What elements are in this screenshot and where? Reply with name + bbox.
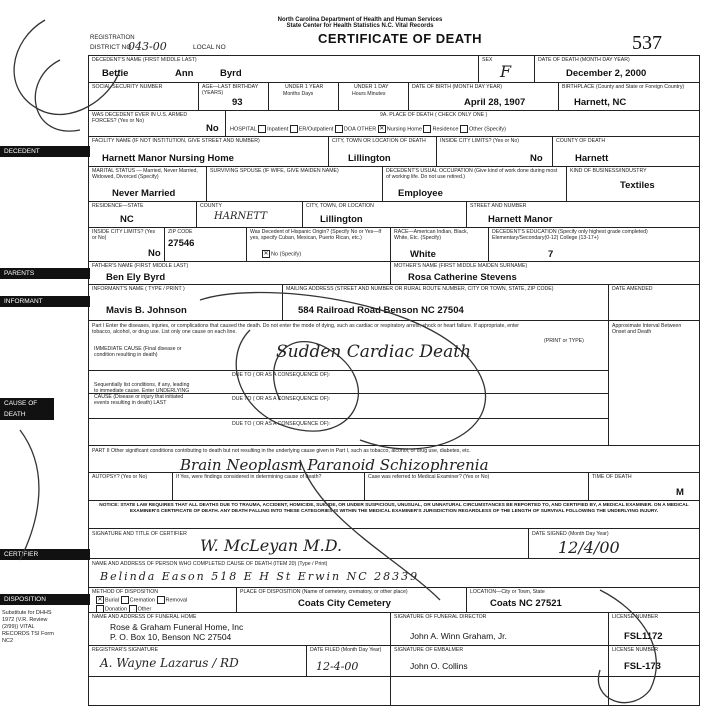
method-options-2 (96, 605, 151, 613)
city-label: CITY, TOWN OR LOCATION OF DEATH (332, 138, 426, 144)
facility-value: Harnett Manor Nursing Home (102, 153, 234, 164)
inpatient-checkbox[interactable] (258, 125, 266, 133)
inpatient-label: Inpatient (267, 126, 289, 133)
home-name: Rose & Graham Funeral Home, Inc (110, 622, 244, 632)
mailing-label: MAILING ADDRESS (STREET AND NUMBER OR RURAL ROUTE NUMBER, CITY OR TOWN, STATE, ZIP CODE) (286, 286, 554, 292)
hispanic-no-checkbox[interactable]: ✕ (263, 251, 269, 257)
tod-m: M (676, 487, 684, 498)
inside-label: INSIDE CITY LIMITS? (Yes or No) (440, 138, 519, 144)
res-city-value: Lillington (320, 214, 363, 225)
certificate-number: 537 (632, 32, 662, 54)
sequential-label: Sequentially list conditions, if any, leading to immediate cause. Enter UNDERLYING CAUSE (Disease or injury that initiated events resulting in death) LAST (94, 382, 190, 406)
inside-value: No (530, 153, 543, 164)
doa-label: DOA (343, 126, 356, 133)
cremation-checkbox[interactable] (121, 596, 129, 604)
part2-label: PART II Other significant conditions contributing to death but not resulting in the underlying cause given in Part I, such as tobacco, alcohol, or drug use, diabetes, etc. (92, 448, 471, 454)
residence-label: Residence (432, 126, 459, 133)
spouse-label: SURVIVING SPOUSE (IF WIFE, GIVE MAIDEN NAME) (210, 168, 339, 174)
sex-value: F (500, 62, 512, 81)
age-label: AGE—LAST BIRTHDAY (YEARS) (202, 84, 259, 96)
res-inside-value: No (148, 248, 161, 259)
immediate-label: IMMEDIATE CAUSE (Final disease or condition resulting in death) (94, 346, 182, 358)
filed-value: 12-4-00 (316, 660, 359, 673)
date-signed-label: DATE SIGNED (Month Day Year) (532, 531, 609, 537)
cert-signature: W. McLeyan M.D. (200, 536, 343, 555)
autopsy-label: AUTOPSY? (Yes or No) (92, 474, 148, 480)
registrar-signature: A. Wayne Lazarus / RD (100, 656, 239, 670)
director-label: SIGNATURE OF FUNERAL DIRECTOR (394, 614, 487, 620)
doa-checkbox[interactable] (335, 125, 343, 133)
filed-label: DATE FILED (Month Day Year) (310, 647, 382, 653)
hispanic-label: Was Decedent of Hispanic Origin? (Specify No or Yes—If yes, specify Cuban, Mexican, Puerto Rican, etc.) (250, 229, 382, 241)
dod-value: December 2, 2000 (566, 68, 647, 79)
informant-label: INFORMANT'S NAME ( TYPE / PRINT ) (92, 286, 185, 292)
sex-label: SEX (482, 57, 493, 63)
embalmer-label: SIGNATURE OF EMBALMER (394, 647, 464, 653)
sidebar-parents: PARENTS (0, 268, 90, 279)
other-specify-label: Other (Specify) (469, 126, 506, 133)
hospital-label: HOSPITAL (230, 126, 257, 133)
education-label: DECEDENT'S EDUCATION (Specify only highest grade completed) Elementary/Secondary(0-12) College (13-17+) (492, 229, 648, 241)
sidebar-cause: CAUSE OF DEATH (0, 398, 54, 420)
father-value: Ben Ely Byrd (106, 272, 166, 283)
district-label: DISTRICT NO (90, 44, 132, 51)
burial-checkbox[interactable]: ✕ (97, 597, 103, 603)
disp-location-value: Coats NC 27521 (490, 598, 562, 609)
registration-label: REGISTRATION (90, 35, 135, 41)
pen-loop-left (35, 60, 80, 131)
place-label: 9A. PLACE OF DEATH ( CHECK ONLY ONE ) (380, 112, 488, 118)
zip-label: ZIP CODE (168, 229, 193, 235)
other-checkbox[interactable] (460, 125, 468, 133)
race-value: White (410, 249, 436, 260)
mother-label: MOTHER'S NAME (FIRST MIDDLE MAIDEN SURNAME) (394, 263, 528, 269)
nursing-checkbox[interactable]: ✕ (379, 126, 385, 132)
industry-value: Textiles (620, 180, 655, 191)
sidebar-certifier: CERTIFIER (0, 549, 90, 560)
zip-value: 27546 (168, 238, 195, 249)
burial-label: Burial (105, 597, 120, 604)
street-value: Harnett Manor (488, 214, 553, 225)
sidebar-decedent: DECEDENT (0, 146, 90, 157)
disp-location-label: LOCATION—City or Town, State (470, 589, 545, 595)
donation-checkbox[interactable] (96, 605, 104, 613)
street-label: STREET AND NUMBER (470, 203, 527, 209)
removal-checkbox[interactable] (157, 596, 165, 604)
res-state-value: NC (120, 214, 134, 225)
decedent-last: Byrd (220, 68, 242, 79)
residence-checkbox[interactable] (423, 125, 431, 133)
donation-label: Donation (105, 606, 128, 613)
res-county-label: COUNTY (200, 203, 222, 209)
center-header: State Center for Health Statistics N.C. Vital Records (286, 23, 434, 29)
birthplace-value: Harnett, NC (574, 97, 627, 108)
dob-value: April 28, 1907 (464, 97, 526, 108)
director-license-label: LICENSE NUMBER (612, 614, 659, 620)
hispanic-no-label: No (271, 251, 279, 258)
dept-header: North Carolina Department of Health and Human Services (277, 17, 443, 23)
birthplace-label: BIRTHPLACE (County and State or Foreign Country) (562, 84, 685, 90)
er-checkbox[interactable] (290, 125, 298, 133)
marital-value: Never Married (112, 188, 176, 199)
registrar-label: REGISTRAR'S SIGNATURE (92, 647, 159, 653)
completer-label: NAME AND ADDRESS OF PERSON WHO COMPLETED CAUSE OF DEATH (ITEM 20) (Type / Print) (92, 561, 328, 567)
home-label: NAME AND ADDRESS OF FUNERAL HOME (92, 614, 197, 620)
education-value: 7 (548, 249, 554, 260)
sidebar-disposition: DISPOSITION (0, 594, 90, 605)
armed-label: WAS DECEDENT EVER IN U.S. ARMED FORCES? (Yes or No) (92, 112, 188, 124)
age-value: 93 (232, 97, 243, 108)
home-address: P. O. Box 10, Benson NC 27504 (110, 632, 232, 642)
form-note: Substitute for DHHS 1972 (V.R. Review (2/99)) VITAL RECORDS TSI Form NC2 (2, 610, 54, 644)
part1-label: Part I Enter the diseases, injuries, or complications that caused the death. Do not enter the mode of dying, such as cardiac or respiratory arrest, shock or heart failure. If appropriate, enter tobacco, alcohol, or drug use. List only one cause on each line. (92, 323, 520, 335)
me-label: Case was referred to Medical Examiner? (Yes or No) (368, 474, 490, 480)
occupation-label: DECEDENT'S USUAL OCCUPATION (Give kind of work done during most of working life. Do not use retired.) (386, 168, 558, 180)
hispanic-spec-label: (Specify) (279, 251, 302, 258)
embalmer-license-value: FSL-173 (624, 661, 661, 672)
hispanic-options (262, 250, 301, 258)
other-disp-checkbox[interactable] (129, 605, 137, 613)
part2-value: Brain Neoplasm Paranoid Schizophrenia (180, 456, 489, 474)
city-value: Lillington (348, 153, 391, 164)
removal-label: Removal (165, 597, 188, 604)
print-label: (PRINT or TYPE) (544, 338, 584, 344)
director-value: John A. Winn Graham, Jr. (410, 631, 507, 641)
decedent-middle: Ann (175, 68, 194, 79)
decedent-first: Bettie (102, 68, 129, 79)
due-label-c: DUE TO ( OR AS A CONSEQUENCE OF): (232, 421, 331, 427)
race-label: RACE—American Indian, Black, White, Etc. (Specify) (394, 229, 469, 241)
ssn-label: SOCIAL SECURITY NUMBER (92, 84, 163, 90)
date-signed-value: 12/4/00 (558, 538, 620, 557)
cremation-label: Cremation (129, 597, 155, 604)
due-label-a: DUE TO ( OR AS A CONSEQUENCE OF): (232, 372, 331, 378)
res-state-label: RESIDENCE—STATE (92, 203, 144, 209)
district-value: 043-00 (128, 40, 167, 53)
res-county-value: HARNETT (214, 211, 268, 222)
completer-value: Belinda Eason 518 E H St Erwin NC 28339 (100, 570, 420, 583)
mailing-value: 584 Railroad Road Benson NC 27504 (298, 305, 464, 316)
industry-label: KIND OF BUSINESS/INDUSTRY (570, 168, 647, 174)
dod-label: DATE OF DEATH (MONTH DAY YEAR) (538, 57, 630, 63)
director-license-value: FSL1172 (624, 631, 663, 642)
under-year-sub: Months Days (283, 91, 314, 97)
name-label: DECEDENT'S NAME (FIRST MIDDLE LAST) (92, 57, 197, 63)
disp-place-label: PLACE OF DISPOSITION (Name of cemetery, crematory, or other place) (240, 589, 408, 595)
informant-value: Mavis B. Johnson (106, 305, 187, 316)
method-options-1 (96, 596, 187, 604)
nursing-label: Nursing Home (386, 126, 422, 133)
marital-label: MARITAL STATUS — Married, Never Married, Widowed, Divorced (Specify) (92, 168, 198, 180)
certificate-title: CERTIFICATE OF DEATH (318, 31, 483, 46)
county-value: Harnett (575, 153, 609, 164)
er-label: ER/Outpatient (298, 126, 334, 133)
county-label: COUNTY OF DEATH (556, 138, 606, 144)
res-inside-label: INSIDE CITY LIMITS? (Yes or No) (92, 229, 156, 241)
occupation-value: Employee (398, 188, 443, 199)
local-label: LOCAL NO (193, 44, 226, 51)
cert-sig-label: SIGNATURE AND TITLE OF CERTIFIER (92, 531, 187, 537)
under-day-label: UNDER 1 DAY (354, 84, 389, 90)
other-label: OTHER (357, 126, 377, 133)
tod-label: TIME OF DEATH (592, 474, 632, 480)
res-city-label: CITY, TOWN, OR LOCATION (306, 203, 374, 209)
pen-stroke-left (20, 430, 39, 560)
armed-value: No (206, 123, 219, 134)
embalmer-license-label: LICENSE NUMBER (612, 647, 659, 653)
facility-label: FACILITY NAME (IF NOT INSTITUTION, GIVE STREET AND NUMBER) (92, 138, 260, 144)
embalmer-value: John O. Collins (410, 661, 468, 671)
findings-label: If Yes, were findings considered in determining cause of death? (176, 474, 322, 480)
method-label: METHOD OF DISPOSITION (92, 589, 158, 595)
sidebar-informant: INFORMANT (0, 296, 90, 307)
dob-label: DATE OF BIRTH (MONTH DAY YEAR) (412, 84, 503, 90)
immediate-value: Sudden Cardiac Death (276, 342, 472, 362)
due-label-b: DUE TO ( OR AS A CONSEQUENCE OF): (232, 396, 331, 402)
other-disp-label: Other (137, 606, 152, 613)
disp-place-value: Coats City Cemetery (298, 598, 391, 609)
amended-label: DATE AMENDED (612, 286, 653, 292)
me-notice: NOTICE: STATE LAW REQUIRES THAT ALL DEATHS DUE TO TRAUMA, ACCIDENT, HOMICIDE, SUICIDE, OR UNDER SUSPICIOUS, UNUSUAL, OR UNNATURAL CIRCUMSTANCES BE REPORTED TO, AND CERTIFIED BY, A MEDICAL EXAMINER. ON A MEDICAL EXAMINER'S CERTIFICATE OF DEATH. ANY DEATH FALLING INTO THESE CATEGORIES IS WITHIN THE MEDICAL EXAMINER'S JURISDICTION REGARDLESS OF THE LENGTH OF SURVIVAL FOLLOWING THE UNDERLYING INJURY. (99, 503, 689, 514)
under-year-label: UNDER 1 YEAR (285, 84, 324, 90)
place-options (230, 125, 506, 133)
interval-label: Approximate Interval Between Onset and Death (612, 323, 682, 335)
mother-value: Rosa Catherine Stevens (408, 272, 517, 283)
father-label: FATHER'S NAME (FIRST MIDDLE LAST) (92, 263, 189, 269)
under-day-sub: Hours Minutes (352, 91, 386, 97)
